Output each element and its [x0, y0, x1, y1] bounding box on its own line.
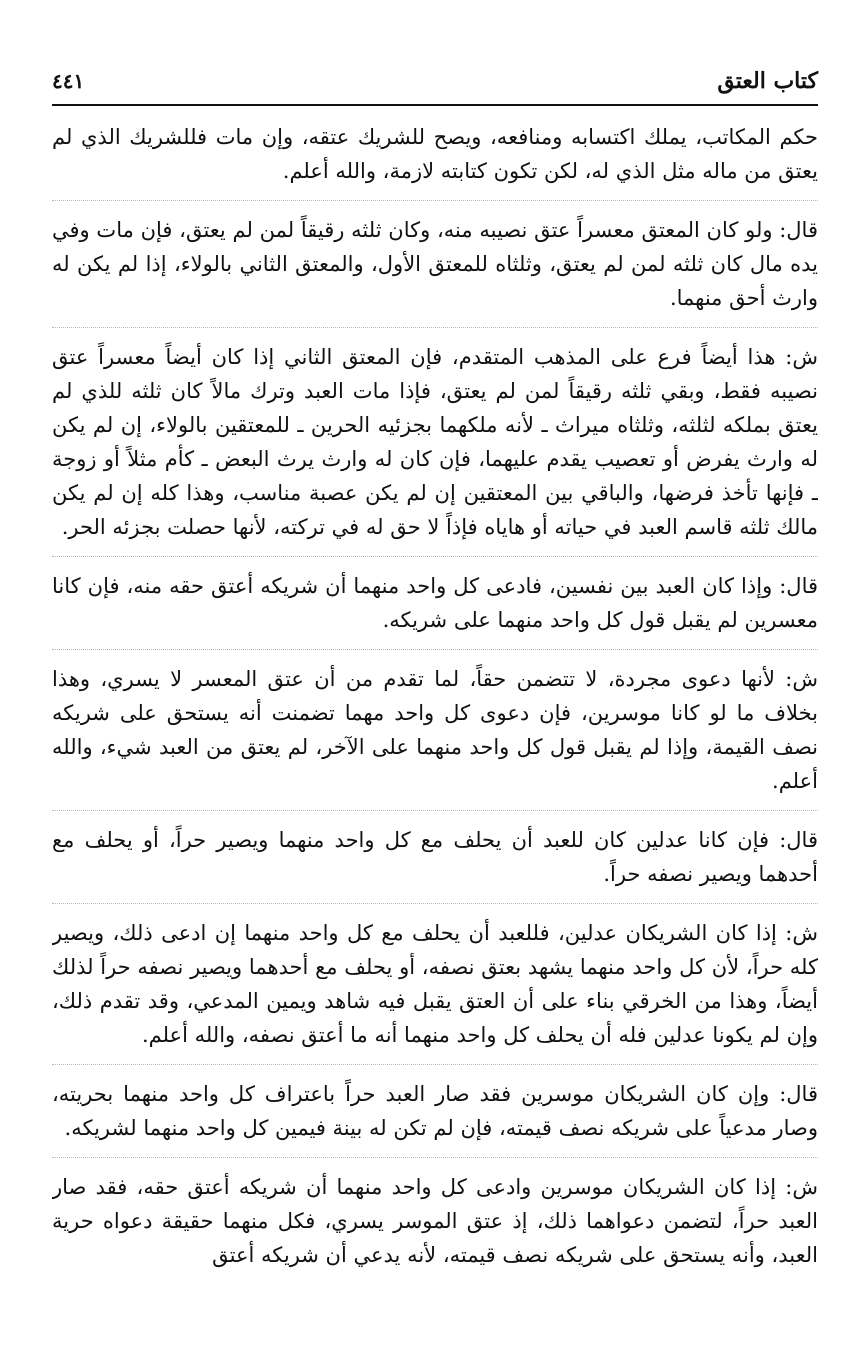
paragraph-5: ش: لأنها دعوى مجردة، لا تتضمن حقاً، لما تقدم من أن عتق المعسر لا يسري، وهذا بخلاف ما لو كانا موسرين، فإن دعوى كل واحد مهما تضمنت أنه يستحق على شريكه نصف القيمة، وإذا لم يقبل قول كل واحد منهما على الآخر، لم يعتق من العبد شيء، والله أعلم. [52, 667, 818, 793]
paragraph-divider [52, 810, 818, 811]
running-title: كتاب العتق [717, 68, 818, 94]
paragraph-4: قال: وإذا كان العبد بين نفسين، فادعى كل واحد منهما أن شريكه أعتق حقه منه، فإن كانا معسرين لم يقبل قول كل واحد منهما على شريكه. [52, 574, 818, 632]
paragraph-2: قال: ولو كان المعتق معسراً عتق نصيبه منه، وكان ثلثه رقيقاً لمن لم يعتق، فإن مات وفي يده مال كان ثلثه لمن لم يعتق، وثلثاه للمعتق الأول، والمعتق الثاني بالولاء، إذا لم يكن له وارث أحق منهما. [52, 218, 818, 310]
paragraph-1: حكم المكاتب، يملك اكتسابه ومنافعه، ويصح للشريك عتقه، وإن مات فللشريك الذي لم يعتق من ماله مثل الذي له، لكن تكون كتابته لازمة، والله أعلم. [52, 125, 818, 183]
paragraph-9: ش: إذا كان الشريكان موسرين وادعى كل واحد منهما أن شريكه أعتق حقه، فقد صار العبد حراً، لتضمن دعواهما ذلك، إذ عتق الموسر يسري، فكل منهما حقيقة دعواه حرية العبد، وأنه يستحق على شريكه نصف قيمته، لأنه يدعي أن شريكه أعتق [52, 1175, 818, 1267]
paragraph-divider [52, 903, 818, 904]
page-body [52, 120, 818, 1360]
page-header [52, 66, 818, 100]
paragraph-divider [52, 649, 818, 650]
paragraph-divider [52, 1064, 818, 1065]
paragraph-divider [52, 1157, 818, 1158]
paragraph-8: قال: وإن كان الشريكان موسرين فقد صار العبد حراً باعتراف كل واحد منهما بحريته، وصار مدعياً على شريكه نصف قيمته، فإن لم تكن له بينة فيمين كل واحد منهما لشريكه. [52, 1082, 818, 1140]
paragraph-3: ش: هذا أيضاً فرع على المذهب المتقدم، فإن المعتق الثاني إذا كان أيضاً معسراً عتق نصيبه فقط، وبقي ثلثه رقيقاً لمن لم يعتق، فإذا مات العبد وترك مالاً كان ثلثه للذي لم يعتق بملكه لثلثه، وثلثاه ميراث ـ لأنه ملكهما بجزئيه الحرين ـ للمعتقين بالولاء، إن لم يكن له وارث يفرض أو تعصيب يقدم عليهما، فإن كان له وارث يرث البعض ـ كأم مثلاً أو زوجة ـ فإنها تأخذ فرضها، والباقي بين المعتقين إن لم يكن عصبة مناسب، وهذا كله إن لم يكن مالك ثلثه قاسم العبد في حياته أو هاياه فإذاً لا حق له في تركته، لأنها حصلت بجزئه الحر. [52, 345, 818, 539]
header-rule [52, 104, 818, 106]
paragraph-divider [52, 327, 818, 328]
paragraph-7: ش: إذا كان الشريكان عدلين، فللعبد أن يحلف مع كل واحد منهما إن ادعى ذلك، ويصير كله حراً، لأن كل واحد منهما يشهد بعتق نصفه، أو يحلف مع أحدهما ويصير نصفه حراً لذلك أيضاً، وهذا من الخرقي بناء على أن العتق يقبل فيه شاهد ويمين المدعي، وقد تقدم ذلك، وإن لم يكونا عدلين فله أن يحلف كل واحد منهما أنه ما أعتق نصفه، والله أعلم. [52, 921, 818, 1047]
paragraph-divider [52, 556, 818, 557]
page-number: ٤٤١ [52, 69, 85, 93]
paragraph-divider [52, 200, 818, 201]
paragraph-6: قال: فإن كانا عدلين كان للعبد أن يحلف مع كل واحد منهما ويصير حراً، أو يحلف مع أحدهما ويصير نصفه حراً. [52, 828, 818, 886]
